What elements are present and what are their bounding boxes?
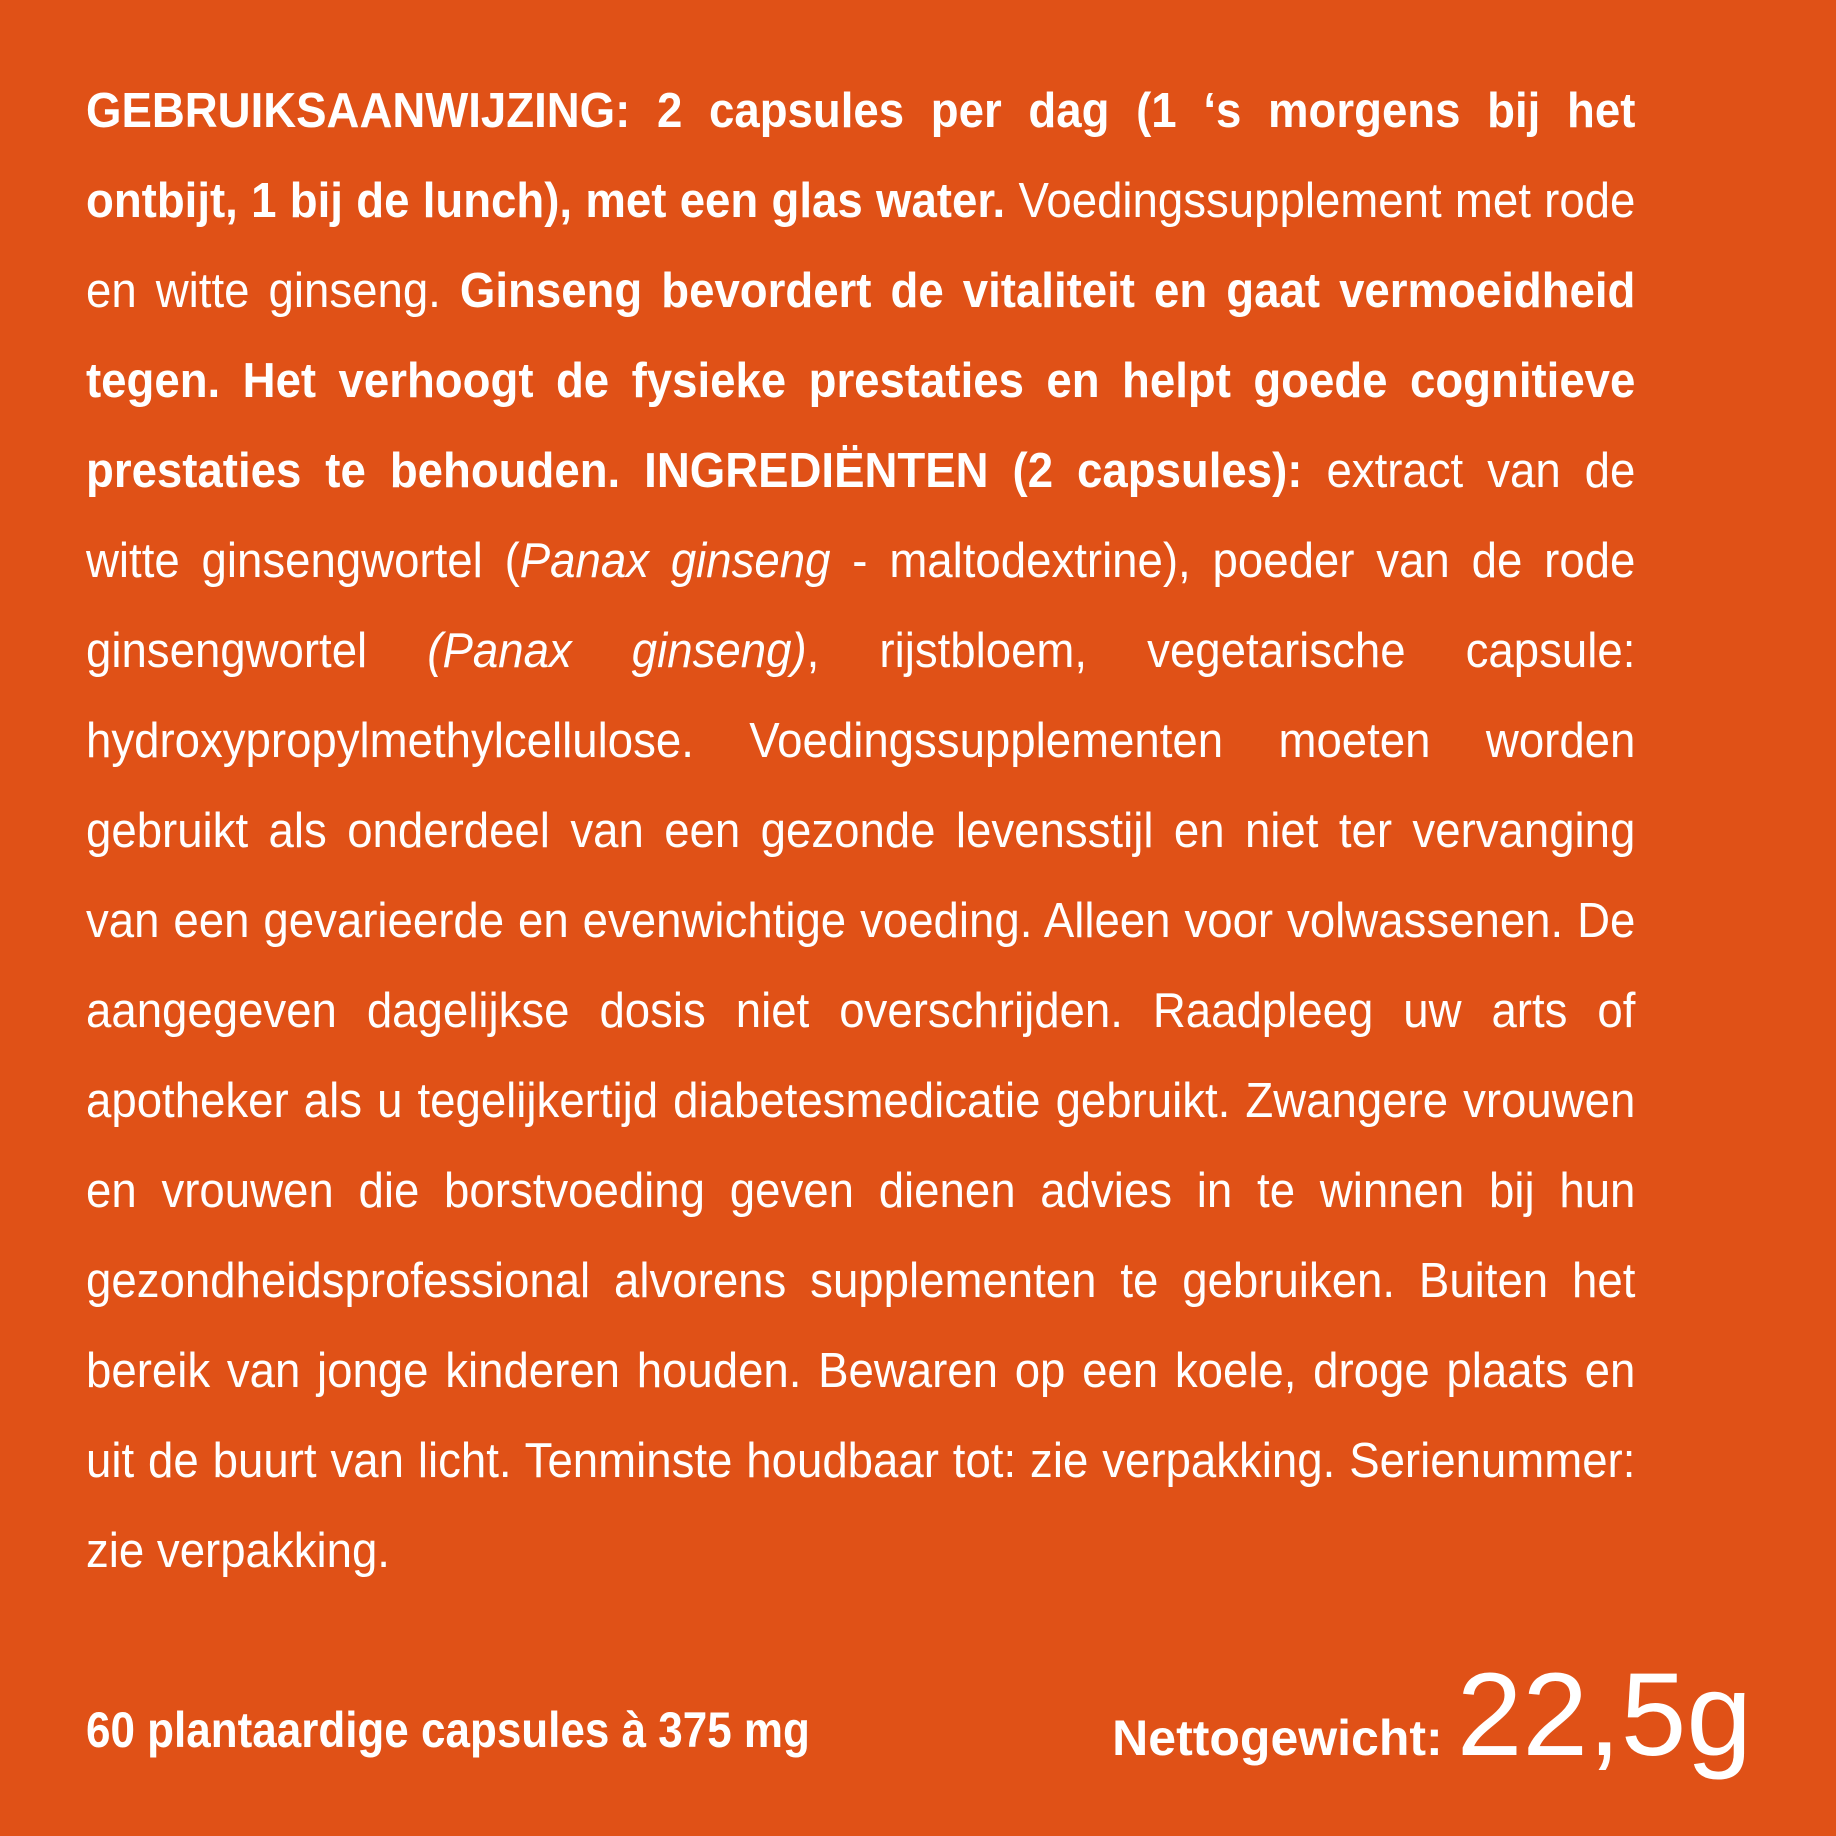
supplement-description: Voedingssupplement met rode en witte ginseng. [86, 174, 1636, 318]
net-weight-value: 22,5g [1456, 1649, 1752, 1781]
health-claims-and-ingredients-heading: Ginseng bevordert de vitaliteit en gaat vermoeidheid tegen. Het verhoogt de fysieke prestaties en helpt goede cognitieve prestaties te behouden. INGREDIËNTEN (2 capsules): [86, 264, 1636, 498]
latin-name-2: (Panax ginseng) [427, 624, 807, 678]
label-body-text [86, 66, 1635, 1596]
capsule-count: 60 plantaardige capsules à 375 mg [86, 1702, 810, 1758]
net-weight [1112, 1650, 1752, 1780]
ingredients-and-warnings: , rijstbloem, vegetarische capsule: hydroxypropylmethylcellulose. Voedingssupplementen moeten worden gebruikt als onderdeel van een gezonde levensstijl en niet ter vervanging van een gevarieerde en evenwichtige voeding. Alleen voor volwassenen. De aangegeven dagelijkse dosis niet overschrijden. Raadpleeg uw arts of apotheker als u tegelijkertijd diabetesmedicatie gebruikt. Zwangere vrouwen en vrouwen die borstvoeding geven dienen advies in te winnen bij hun gezondheidsprofessional alvorens supplementen te gebruiken. Buiten het bereik van jonge kinderen houden. Bewaren op een koele, droge plaats en uit de buurt van licht. Tenminste houdbaar tot: zie verpakking. Serienummer: zie verpakking. [86, 624, 1636, 1578]
net-weight-label: Nettogewicht: [1112, 1710, 1443, 1766]
latin-name-1: Panax ginseng [519, 534, 831, 588]
ingredients-part-2: - maltodextrine), poeder van de rode ginsengwortel [86, 534, 1636, 678]
usage-instructions: GEBRUIKSAANWIJZING: 2 capsules per dag (1 ‘s morgens bij het ontbijt, 1 bij de lunch), met een glas water. [86, 84, 1636, 228]
ingredients-part-1: extract van de witte ginsengwortel ( [86, 444, 1636, 588]
